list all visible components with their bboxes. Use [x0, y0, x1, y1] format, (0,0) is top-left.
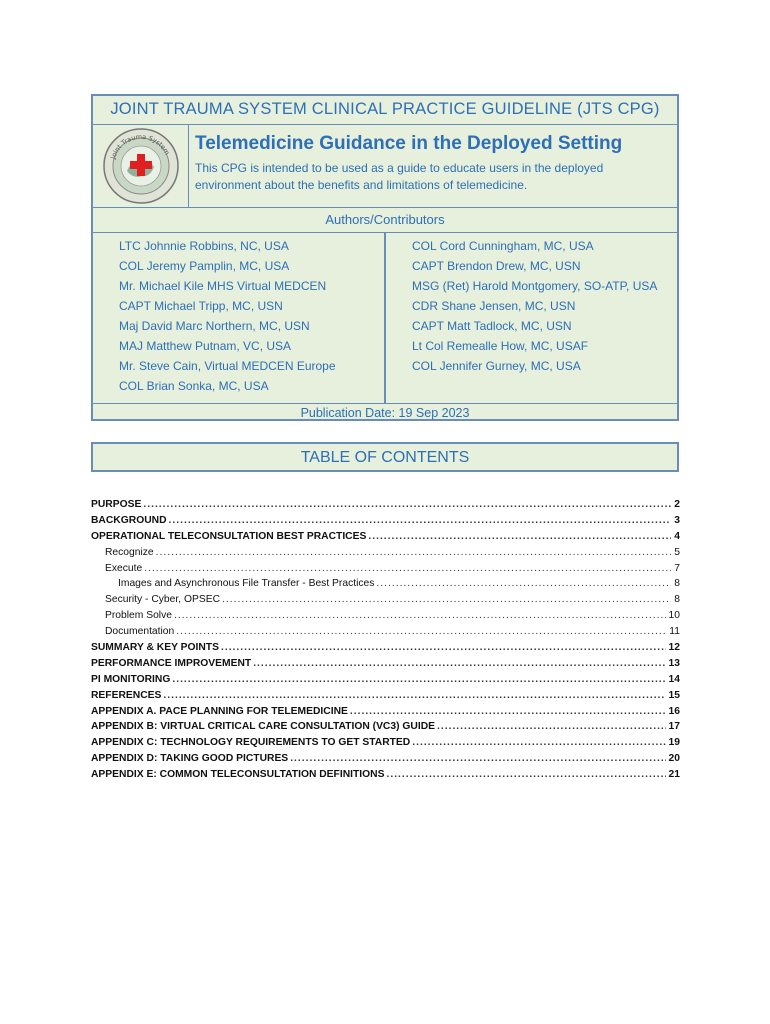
- authors-table: [93, 233, 677, 404]
- toc-leader-dots: [163, 688, 665, 704]
- toc-leader-dots: [386, 767, 665, 783]
- toc-entry[interactable]: [91, 608, 680, 624]
- logo-cell: [93, 125, 189, 207]
- authors-heading: Authors/Contributors: [93, 208, 677, 233]
- author-name: LTC Johnnie Robbins, NC, USA: [119, 239, 289, 253]
- toc-leader-dots: [437, 719, 666, 735]
- toc-leader-dots: [222, 592, 671, 608]
- toc-leader-dots: [376, 576, 671, 592]
- toc-leader-dots: [144, 561, 671, 577]
- toc-entry-label: PURPOSE: [91, 499, 142, 510]
- toc-entry-label: APPENDIX D: TAKING GOOD PICTURES: [91, 753, 289, 765]
- toc-entry[interactable]: [91, 545, 680, 561]
- toc-entry-label: Documentation: [105, 626, 175, 638]
- toc-leader-dots: [156, 545, 672, 561]
- author-name: MSG (Ret) Harold Montgomery, SO-ATP, USA: [412, 279, 658, 293]
- svg-text:Joint Trauma System: Joint Trauma System: [108, 132, 171, 160]
- toc-leader-dots: [221, 640, 666, 656]
- cpg-description: This CPG is intended to be used as a guide to educate users in the deployed environment about the benefits and limitations of telemedicine.: [195, 161, 604, 192]
- authors-right-column: [386, 233, 657, 403]
- toc-entry-page: 7: [674, 562, 680, 574]
- toc-entry-label: SUMMARY & KEY POINTS: [91, 642, 219, 654]
- toc-entry-label: APPENDIX B: VIRTUAL CRITICAL CARE CONSULTATION (VC3) GUIDE: [91, 721, 435, 733]
- joint-trauma-system-seal-icon: [102, 127, 180, 205]
- toc-entry-page: 5: [674, 546, 680, 558]
- toc-entry-label: OPERATIONAL TELECONSULTATION BEST PRACTICES: [91, 530, 367, 542]
- toc-entry[interactable]: [91, 497, 680, 513]
- toc-entry-page: 3: [674, 514, 680, 526]
- title-cell: [189, 125, 635, 207]
- author-name: CAPT Michael Tripp, MC, USN: [119, 299, 283, 313]
- toc-entry-page: 11: [669, 626, 680, 638]
- toc-entry-label: PERFORMANCE IMPROVEMENT: [91, 657, 252, 669]
- author-name: CAPT Matt Tadlock, MC, USN: [412, 319, 572, 333]
- toc-entry-page: 13: [668, 657, 680, 669]
- toc-leader-dots: [412, 735, 665, 751]
- title-row: [93, 125, 677, 208]
- toc-entry[interactable]: [91, 576, 680, 592]
- author-name: Maj David Marc Northern, MC, USN: [119, 319, 310, 333]
- author-name: CDR Shane Jensen, MC, USN: [412, 299, 576, 313]
- toc-entry[interactable]: [91, 672, 680, 688]
- author-name: Mr. Steve Cain, Virtual MEDCEN Europe: [119, 359, 336, 373]
- cpg-header-box: [91, 94, 679, 421]
- toc-entry[interactable]: [91, 592, 680, 608]
- author-name: COL Cord Cunningham, MC, USA: [412, 239, 594, 253]
- toc-leader-dots: [253, 656, 665, 672]
- toc-leader-dots: [368, 529, 671, 545]
- toc-entry-page: 16: [668, 705, 680, 717]
- toc-entry-label: Security - Cyber, OPSEC: [105, 594, 221, 606]
- toc-entry-page: 20: [668, 753, 680, 765]
- toc-entry-page: 15: [668, 689, 680, 701]
- toc-entry-page: 21: [668, 769, 680, 781]
- toc-entry[interactable]: [91, 561, 680, 577]
- toc-entry-page: 10: [668, 610, 680, 622]
- toc-entry[interactable]: [91, 767, 680, 783]
- toc-entry-page: 2: [674, 499, 680, 510]
- toc-entry-page: 19: [668, 737, 680, 749]
- publication-date: Publication Date: 19 Sep 2023: [300, 406, 470, 420]
- toc-entry-label: REFERENCES: [91, 689, 162, 701]
- author-name: COL Jennifer Gurney, MC, USA: [412, 359, 581, 373]
- toc-entry-page: 4: [674, 530, 680, 542]
- toc-entry-page: 17: [668, 721, 680, 733]
- table-of-contents: [91, 497, 680, 783]
- author-name: MAJ Matthew Putnam, VC, USA: [119, 339, 292, 353]
- author-name: COL Jeremy Pamplin, MC, USA: [119, 259, 290, 273]
- toc-leader-dots: [174, 608, 666, 624]
- jts-title: JOINT TRAUMA SYSTEM CLINICAL PRACTICE GUIDELINE (JTS CPG): [93, 96, 677, 125]
- toc-entry[interactable]: [91, 704, 680, 720]
- toc-entry-label: Execute: [105, 562, 143, 574]
- toc-entry[interactable]: [91, 624, 680, 640]
- author-name: Mr. Michael Kile MHS Virtual MEDCEN: [119, 279, 327, 293]
- toc-leader-dots: [172, 672, 665, 688]
- toc-entry-page: 14: [668, 673, 680, 685]
- toc-leader-dots: [169, 513, 672, 529]
- toc-entry[interactable]: [91, 751, 680, 767]
- toc-entry-label: Recognize: [105, 546, 154, 558]
- toc-entry-label: APPENDIX A. PACE PLANNING FOR TELEMEDICINE: [91, 705, 348, 717]
- toc-entry[interactable]: [91, 640, 680, 656]
- toc-entry-page: 8: [674, 578, 680, 590]
- author-name: CAPT Brendon Drew, MC, USN: [412, 259, 581, 273]
- toc-entry-page: 12: [668, 642, 680, 654]
- toc-entry-label: Problem Solve: [105, 610, 172, 622]
- toc-entry[interactable]: [91, 656, 680, 672]
- toc-entry[interactable]: [91, 688, 680, 704]
- toc-entry[interactable]: [91, 529, 680, 545]
- toc-entry-page: 8: [674, 594, 680, 606]
- toc-entry[interactable]: [91, 735, 680, 751]
- toc-heading: TABLE OF CONTENTS: [91, 442, 679, 472]
- toc-entry[interactable]: [91, 513, 680, 529]
- toc-leader-dots: [290, 751, 665, 767]
- toc-leader-dots: [143, 497, 671, 513]
- toc-entry-label: APPENDIX E: COMMON TELECONSULTATION DEFINITIONS: [91, 769, 385, 781]
- authors-left-column: [93, 233, 386, 403]
- author-name: Lt Col Remealle How, MC, USAF: [412, 339, 589, 353]
- toc-entry-label: Images and Asynchronous File Transfer - Best Practices: [118, 578, 375, 590]
- toc-leader-dots: [176, 624, 666, 640]
- toc-entry-label: PI MONITORING: [91, 673, 171, 685]
- toc-leader-dots: [350, 704, 666, 720]
- toc-entry-label: APPENDIX C: TECHNOLOGY REQUIREMENTS TO GET STARTED: [91, 737, 411, 749]
- author-name: COL Brian Sonka, MC, USA: [119, 379, 269, 393]
- cpg-title: Telemedicine Guidance in the Deployed Setting: [195, 133, 623, 154]
- toc-entry[interactable]: [91, 719, 680, 735]
- toc-entry-label: BACKGROUND: [91, 514, 167, 526]
